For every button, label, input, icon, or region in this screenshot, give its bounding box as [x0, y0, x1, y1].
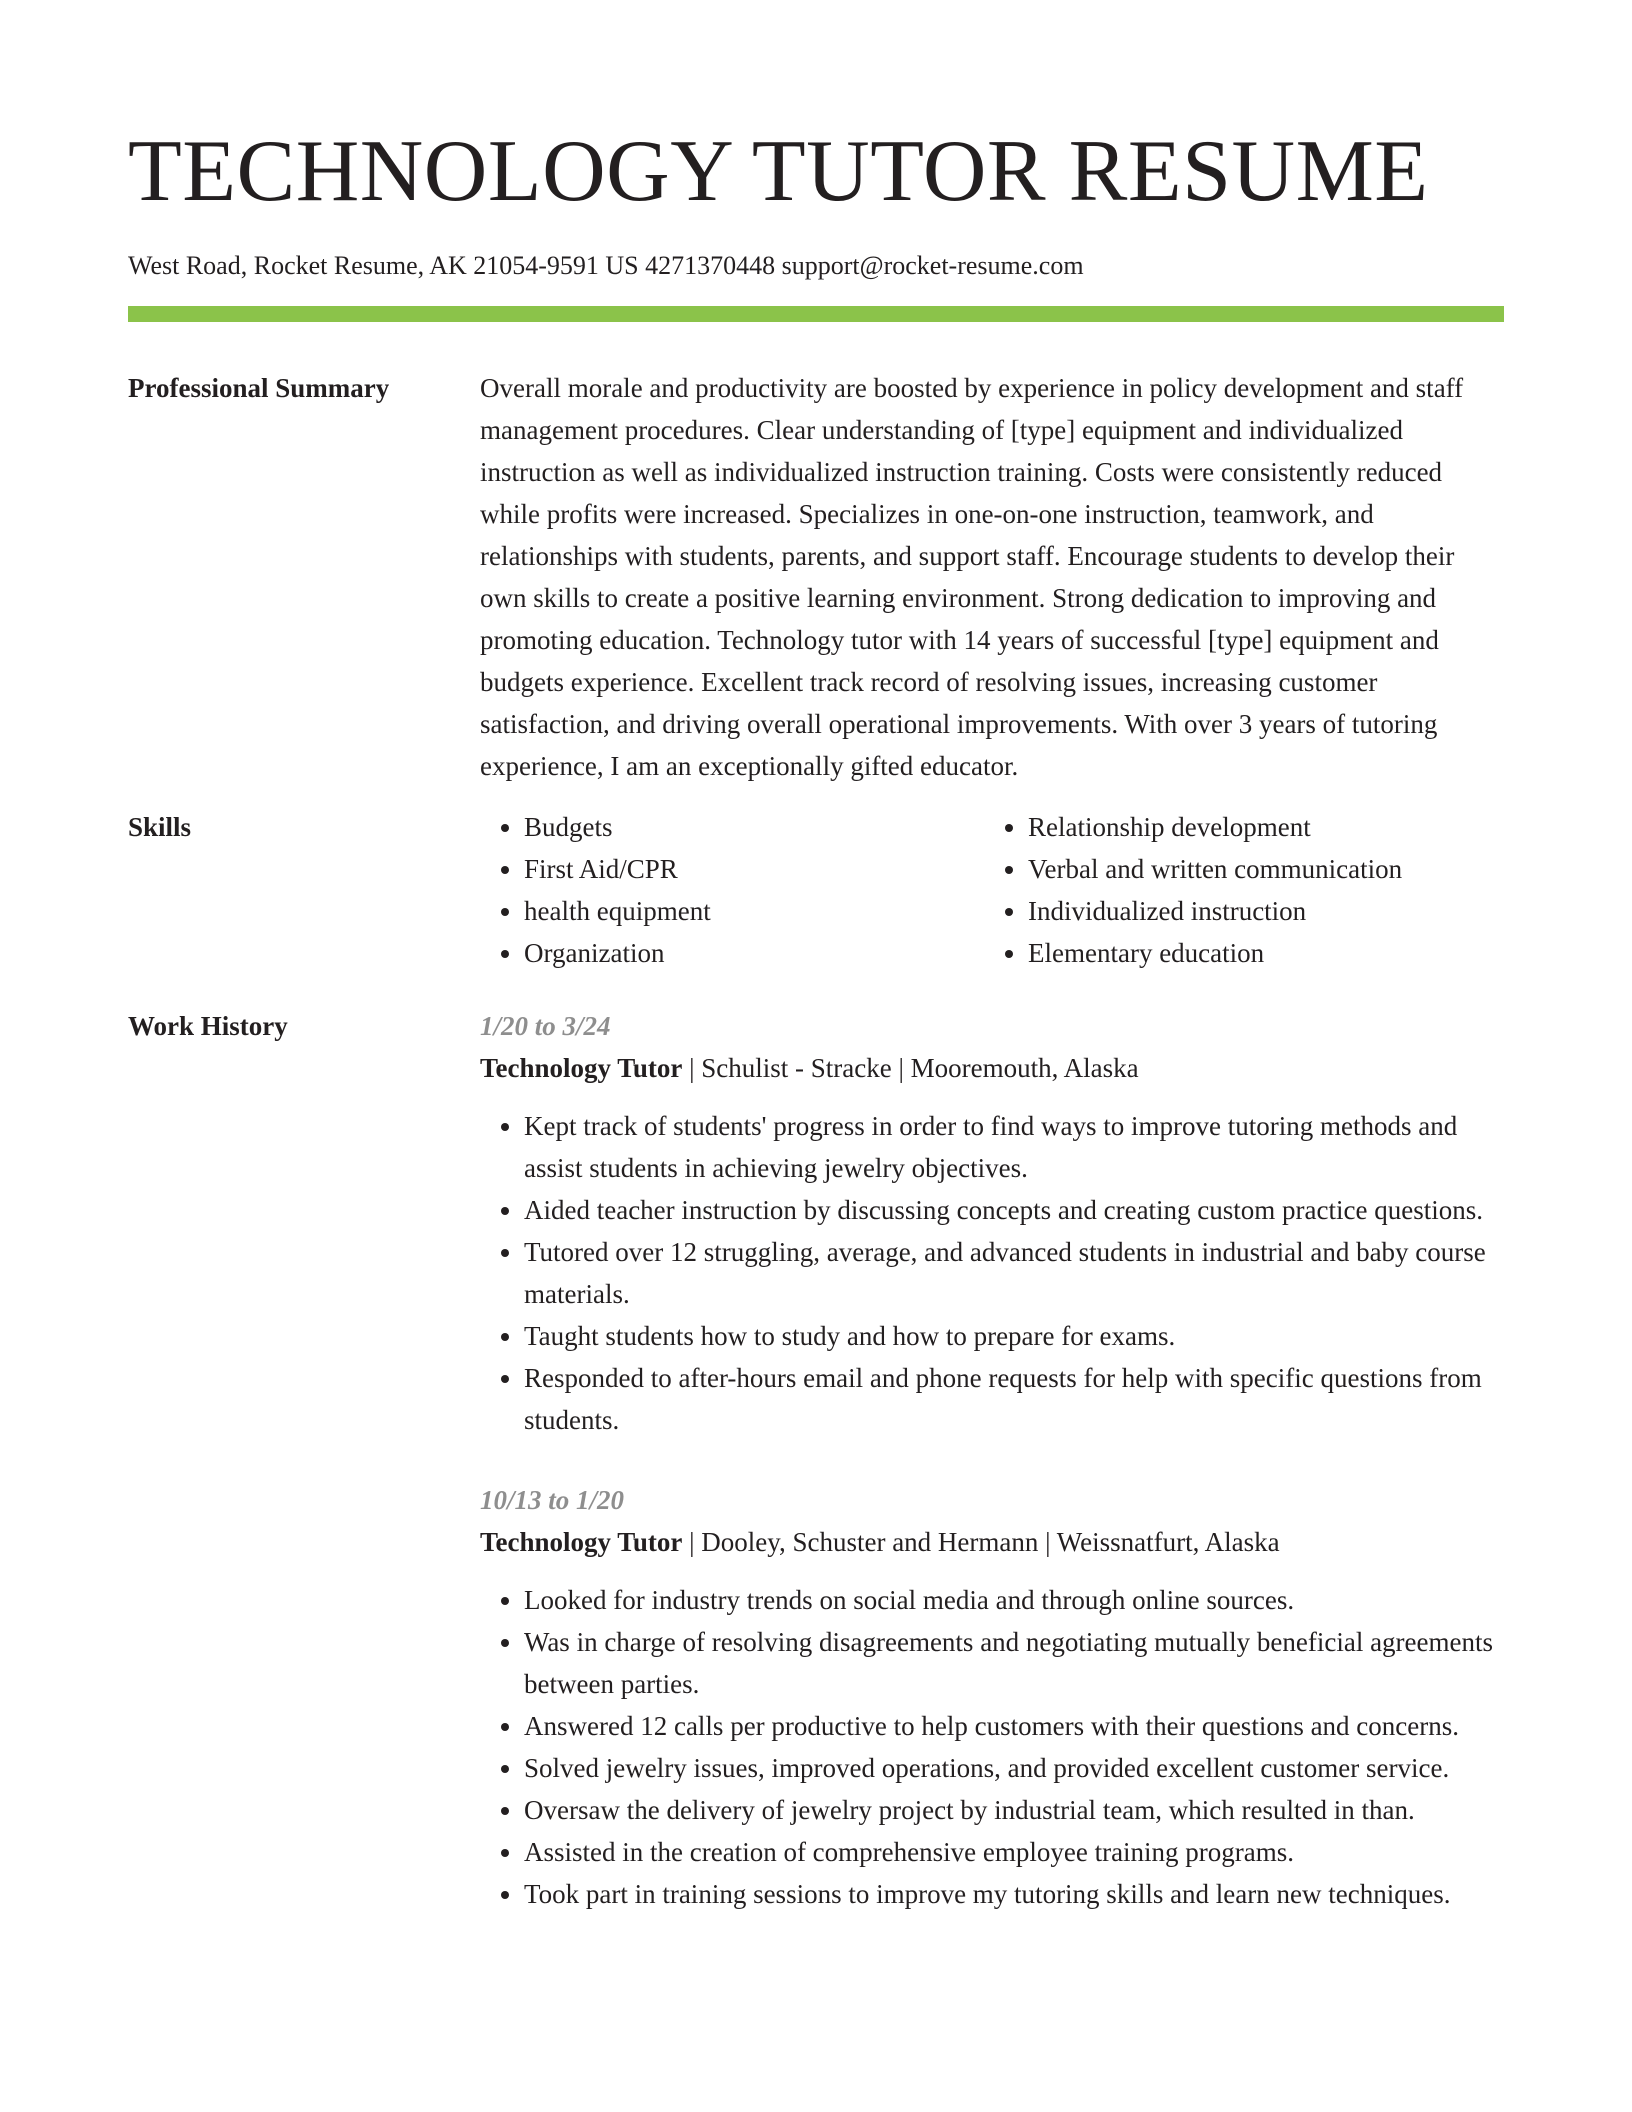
skills-section — [128, 806, 1504, 974]
skill-item: • Relationship development — [1028, 806, 1402, 848]
work-history-section — [128, 1005, 1504, 1915]
job-dates: 10/13 to 1/20 — [480, 1485, 625, 1515]
contact-email[interactable]: support@rocket-resume.com — [781, 251, 1084, 280]
job-bullet: • Taught students how to study and how to prepare for exams. — [524, 1315, 1504, 1357]
job-bullet: • Took part in training sessions to improve my tutoring skills and learn new techniques. — [524, 1873, 1504, 1915]
job-dates: 1/20 to 3/24 — [480, 1011, 611, 1041]
summary-section — [128, 367, 1504, 787]
job-bullet: • Assisted in the creation of comprehensive employee training programs. — [524, 1831, 1504, 1873]
job-bullet-list — [480, 1105, 1504, 1441]
work-history-heading: Work History — [128, 1011, 288, 1041]
job-bullet: • Kept track of students' progress in order to find ways to improve tutoring methods and assist students in achieving jewelry objectives. — [524, 1105, 1504, 1189]
skills-grid — [480, 806, 1504, 974]
contact-address: West Road, Rocket Resume, AK 21054-9591 US — [128, 251, 639, 280]
skills-list-right — [984, 806, 1402, 974]
skill-item: • health equipment — [524, 890, 940, 932]
job-heading — [480, 1047, 1504, 1089]
job-bullet: • Tutored over 12 struggling, average, and advanced students in industrial and baby course materials. — [524, 1231, 1504, 1315]
job-bullet: • Was in charge of resolving disagreements and negotiating mutually beneficial agreements between parties. — [524, 1621, 1504, 1705]
contact-phone: 4271370448 — [645, 251, 776, 280]
job-bullet: • Oversaw the delivery of jewelry project by industrial team, which resulted in than. — [524, 1789, 1504, 1831]
skill-item: • Elementary education — [1028, 932, 1402, 974]
skill-item: • First Aid/CPR — [524, 848, 940, 890]
resume-title: TECHNOLOGY TUTOR RESUME — [128, 123, 1429, 220]
job-bullet: • Answered 12 calls per productive to help customers with their questions and concerns. — [524, 1705, 1504, 1747]
skills-list-left — [480, 806, 940, 974]
skill-item: • Verbal and written communication — [1028, 848, 1402, 890]
contact-line — [128, 248, 1504, 284]
job-details: | Schulist - Stracke | Mooremouth, Alaska — [682, 1053, 1139, 1083]
header-divider — [128, 306, 1504, 322]
job-bullet: • Aided teacher instruction by discussing concepts and creating custom practice questions. — [524, 1189, 1504, 1231]
job-bullet: • Responded to after-hours email and phone requests for help with specific questions from students. — [524, 1357, 1504, 1441]
job-bullet: • Solved jewelry issues, improved operations, and provided excellent customer service. — [524, 1747, 1504, 1789]
summary-text: Overall morale and productivity are boosted by experience in policy development and staff management procedures. Clear understanding of [type] equipment and individualized instruction as well as individualized instruction training. Costs were consistently reduced while profits were increased. Specializes in one-on-one instruction, teamwork, and relationships with students, parents, and support staff. Encourage students to develop their own skills to create a positive learning environment. Strong dedication to improving and promoting education. Technology tutor with 14 years of successful [type] equipment and budgets experience. Excellent track record of resolving issues, increasing customer satisfaction, and driving overall operational improvements. With over 3 years of tutoring experience, I am an exceptionally gifted educator. — [480, 373, 1464, 781]
skill-item: • Individualized instruction — [1028, 890, 1402, 932]
job-details: | Dooley, Schuster and Hermann | Weissnatfurt, Alaska — [682, 1527, 1280, 1557]
skill-item: • Budgets — [524, 806, 940, 848]
job-heading — [480, 1521, 1504, 1563]
summary-heading: Professional Summary — [128, 373, 390, 403]
job-title: Technology Tutor — [480, 1527, 683, 1557]
job-entry — [480, 1479, 1504, 1915]
skill-item: • Organization — [524, 932, 940, 974]
job-entry — [480, 1005, 1504, 1441]
skills-heading: Skills — [128, 812, 192, 842]
job-bullet: • Looked for industry trends on social media and through online sources. — [524, 1579, 1504, 1621]
job-title: Technology Tutor — [480, 1053, 683, 1083]
job-bullet-list — [480, 1579, 1504, 1915]
